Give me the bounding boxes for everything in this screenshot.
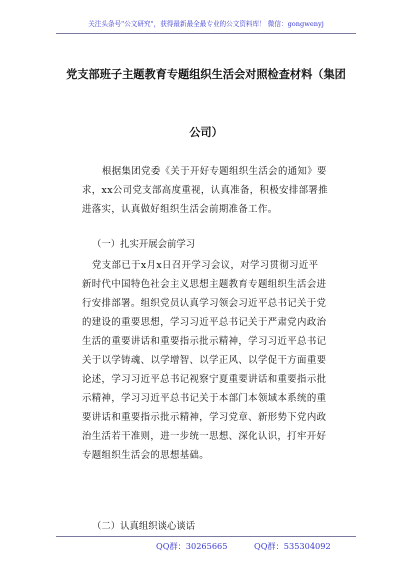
section-2-heading: （二）认真组织谈心谈话 <box>92 521 196 532</box>
document-title-line-1: 党支部班子主题教育专题组织生活会对照检查材料（集团 <box>66 67 346 81</box>
section-1-heading: （一）扎实开展会前学习 <box>92 239 196 250</box>
footer-contact-bar <box>56 536 356 551</box>
header-promo-text: 关注头条号"公文研究"，获得最新最全最专业的公文资料库！ 微信：gongwenyj <box>88 20 324 28</box>
qq-group-1: QQ群：30265665 <box>156 541 228 551</box>
intro-paragraph <box>82 162 350 219</box>
paragraph-line: 进落实，认真做好组织生活会前期准备工作。 <box>82 204 278 215</box>
paragraph-line: 治生活若干准则，进一步统一思想、深化认识，打牢开好 <box>82 431 327 442</box>
qq-group-2: QQ群：535304092 <box>254 541 331 551</box>
paragraph-line: 生活的重要讲话和重要指示批示精神，学习习近平总书记 <box>82 336 327 347</box>
paragraph-line: 求，xx公司党支部高度重视，认真准备，积极安排部署推 <box>82 185 328 196</box>
paragraph-line: 的建设的重要思想，学习习近平总书记关于严肃党内政治 <box>82 317 327 328</box>
section-1-paragraph <box>82 256 350 465</box>
document-title-line-2: 公司） <box>189 125 223 139</box>
paragraph-line: 行安排部署。组织党员认真学习领会习近平总书记关于党 <box>82 298 327 309</box>
paragraph-line: 论述，学习习近平总书记视察宁夏重要讲话和重要指示批 <box>82 374 327 385</box>
paragraph-line: 新时代中国特色社会主义思想主题教育专题组织生活会进 <box>82 279 327 290</box>
paragraph-line: 关于以学铸魂、以学增智、以学正风、以学促干方面重要 <box>82 355 327 366</box>
paragraph-line: 根据集团党委《关于开好专题组织生活会的通知》要 <box>102 166 327 177</box>
paragraph-line: 专题组织生活会的思想基础。 <box>82 450 210 461</box>
paragraph-line: 党支部已于x月x日召开学习会议，对学习贯彻习近平 <box>92 260 319 271</box>
paragraph-line: 示精神，学习习近平总书记关于本部门本领域本系统的重 <box>82 393 327 404</box>
header-promo-bar <box>56 18 356 34</box>
paragraph-line: 要讲话和重要指示批示精神，学习党章、新形势下党内政 <box>82 412 327 423</box>
